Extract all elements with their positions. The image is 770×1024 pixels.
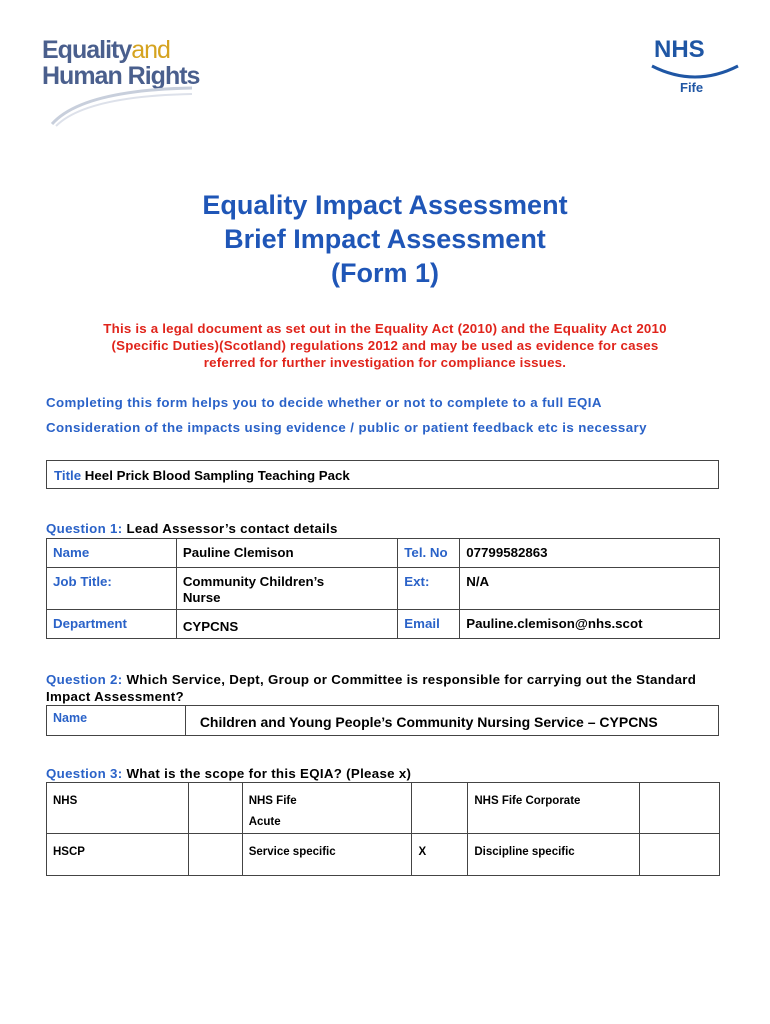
table-row (47, 783, 720, 834)
question-1-number: Question 1: (46, 521, 123, 536)
question-3-number: Question 3: (46, 766, 123, 781)
legal-notice-line3: referred for further investigation for compliance issues. (203, 355, 567, 370)
scope-nhs-label: NHS (47, 783, 189, 834)
nhs-fife-text: Fife (680, 80, 704, 95)
job-title-value-line2: Nurse (182, 590, 221, 605)
job-title-label: Job Title: (47, 568, 177, 610)
table-row (47, 610, 720, 639)
table-row (47, 539, 720, 568)
table-row (47, 834, 720, 876)
ehr-logo-line2: Human Rights (42, 62, 200, 90)
question-2-text: Which Service, Dept, Group or Committee is responsible for carrying out the Standard Impact Assessment? (46, 672, 697, 704)
service-name-value[interactable]: Children and Young People’s Community Nursing Service – CYPCNS (185, 706, 718, 736)
scope-hscp-label: HSCP (47, 834, 189, 876)
name-value[interactable]: Pauline Clemison (176, 539, 397, 568)
equality-human-rights-logo (42, 36, 217, 128)
title-field-label: Title (54, 468, 82, 483)
scope-nhs-fife-corporate-checkbox[interactable] (640, 783, 720, 834)
responsible-service-table (46, 705, 719, 736)
scope-service-specific-label: Service specific (242, 834, 412, 876)
title-field-value: Heel Prick Blood Sampling Teaching Pack (84, 468, 350, 483)
email-value[interactable]: Pauline.clemison@nhs.scot (460, 610, 720, 639)
question-1-heading (46, 521, 338, 536)
ext-label: Ext: (398, 568, 460, 610)
ehr-swoosh-icon (42, 80, 192, 130)
page-title-line1: Equality Impact Assessment (202, 190, 568, 220)
scope-nhs-fife-corporate-label: NHS Fife Corporate (468, 783, 640, 834)
table-row (47, 706, 719, 736)
question-3-heading (46, 766, 411, 781)
legal-notice-line1: This is a legal document as set out in the Equality Act (2010) and the Equality Act 2010 (103, 321, 667, 336)
tel-value[interactable]: 07799582863 (460, 539, 720, 568)
scope-table (46, 782, 720, 876)
nhs-logo-text: NHS (654, 36, 705, 63)
department-value[interactable]: CYPCNS (176, 610, 397, 639)
scope-discipline-specific-label: Discipline specific (468, 834, 640, 876)
question-2-number: Question 2: (46, 672, 123, 687)
legal-notice-line2: (Specific Duties)(Scotland) regulations 2012 and may be used as evidence for cases (111, 338, 659, 353)
job-title-value[interactable] (176, 568, 397, 610)
title-field[interactable] (46, 460, 719, 489)
ext-value[interactable]: N/A (460, 568, 720, 610)
email-label: Email (398, 610, 460, 639)
scope-acute-label: Acute (248, 816, 281, 828)
ehr-logo-word-equality: Equality (42, 36, 132, 64)
scope-hscp-checkbox[interactable] (188, 834, 242, 876)
scope-nhs-fife-acute-checkbox[interactable] (412, 783, 468, 834)
scope-nhs-fife-acute-label (242, 783, 412, 834)
department-label: Department (47, 610, 177, 639)
table-row (47, 568, 720, 610)
question-3-text: What is the scope for this EQIA? (Please x) (126, 766, 412, 781)
page-title-line3: (Form 1) (331, 258, 439, 288)
name-label: Name (47, 539, 177, 568)
nhs-fife-logo (650, 36, 740, 100)
service-name-label: Name (47, 706, 186, 736)
tel-label: Tel. No (398, 539, 460, 568)
job-title-value-line1: Community Children’s (182, 574, 325, 589)
guidance-line1: Completing this form helps you to decide whether or not to complete to a full EQIA (46, 395, 602, 410)
scope-discipline-specific-checkbox[interactable] (640, 834, 720, 876)
question-2-heading (46, 671, 726, 705)
question-1-text: Lead Assessor’s contact details (126, 521, 338, 536)
scope-service-specific-checkbox[interactable]: X (412, 834, 468, 876)
ehr-logo-word-and: and (131, 36, 170, 64)
page-title-line2: Brief Impact Assessment (224, 224, 546, 254)
scope-nhs-checkbox[interactable] (188, 783, 242, 834)
scope-nhs-fife-label: NHS Fife (248, 795, 297, 807)
lead-assessor-table (46, 538, 720, 639)
guidance-line2: Consideration of the impacts using evidence / public or patient feedback etc is necessary (46, 420, 647, 435)
